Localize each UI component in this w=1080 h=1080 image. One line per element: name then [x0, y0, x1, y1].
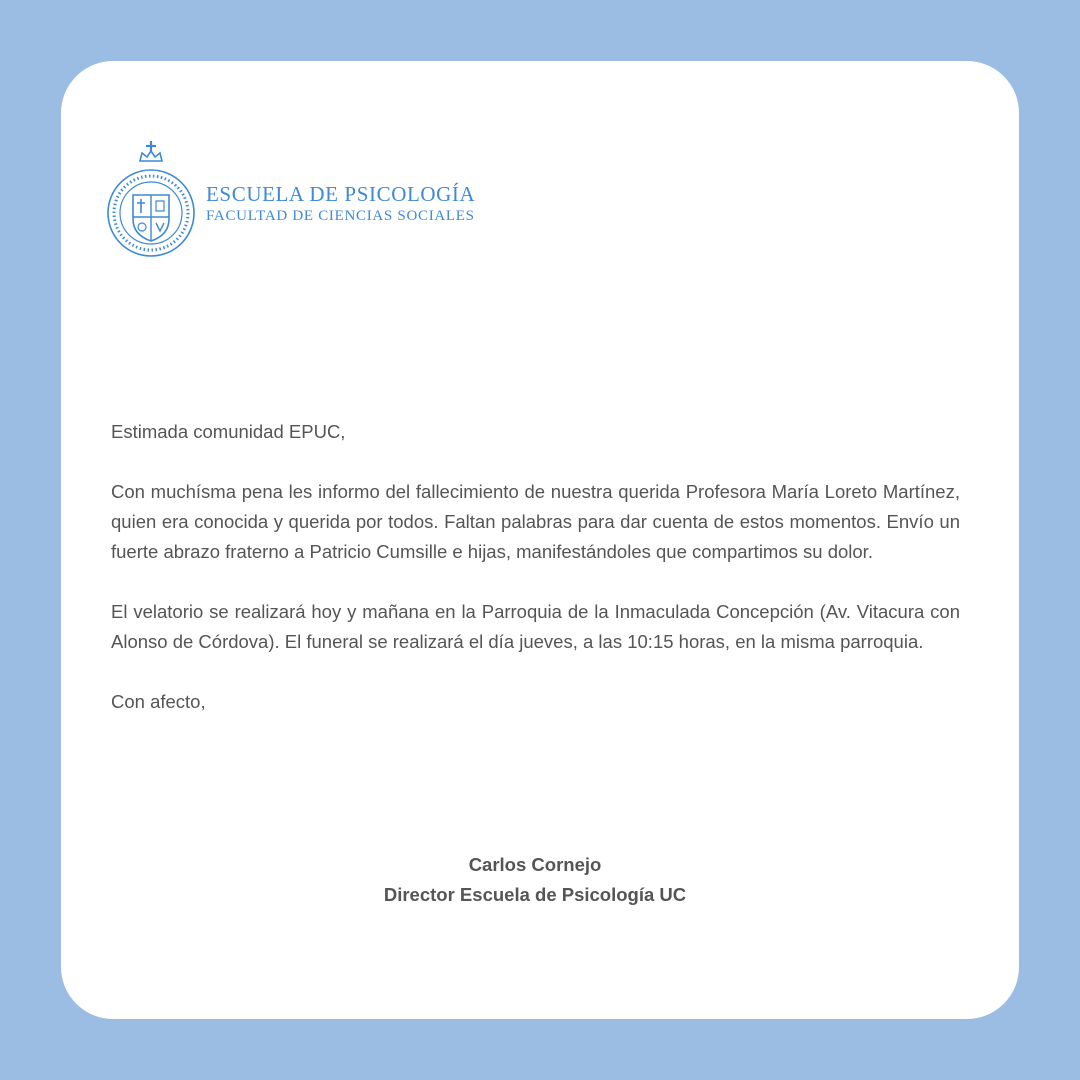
faculty-name: FACULTAD DE CIENCIAS SOCIALES: [206, 207, 475, 224]
paragraph-announcement: Con muchísma pena les informo del fallecimiento de nuestra querida Profesora María Loreto Martínez, quien era conocida y querida por todos. Faltan palabras para dar cuenta de estos momentos. Envío un fuerte abrazo fraterno a Patricio Cumsille e hijas, manifestándoles que compartimos su dolor.: [111, 481, 960, 562]
school-name: ESCUELA DE PSICOLOGÍA: [206, 181, 476, 206]
university-seal-icon: [106, 139, 196, 263]
greeting: Estimada comunidad EPUC,: [111, 421, 346, 442]
paragraph-funeral-details: El velatorio se realizará hoy y mañana en la Parroquia de la Inmaculada Concepción (Av. Vitacura con Alonso de Córdova). El funeral se realizará el día jueves, a las 10:15 horas, en la misma parroquia.: [111, 601, 960, 652]
letter-card: [61, 61, 1019, 1019]
closing: Con afecto,: [111, 691, 206, 712]
signature-block: [61, 850, 1009, 910]
letter-body: [111, 417, 960, 747]
letterhead: [106, 139, 475, 263]
signature-name: Carlos Cornejo: [468, 854, 602, 875]
letterhead-text: [206, 182, 475, 225]
signature-title: Director Escuela de Psicología UC: [383, 884, 687, 905]
